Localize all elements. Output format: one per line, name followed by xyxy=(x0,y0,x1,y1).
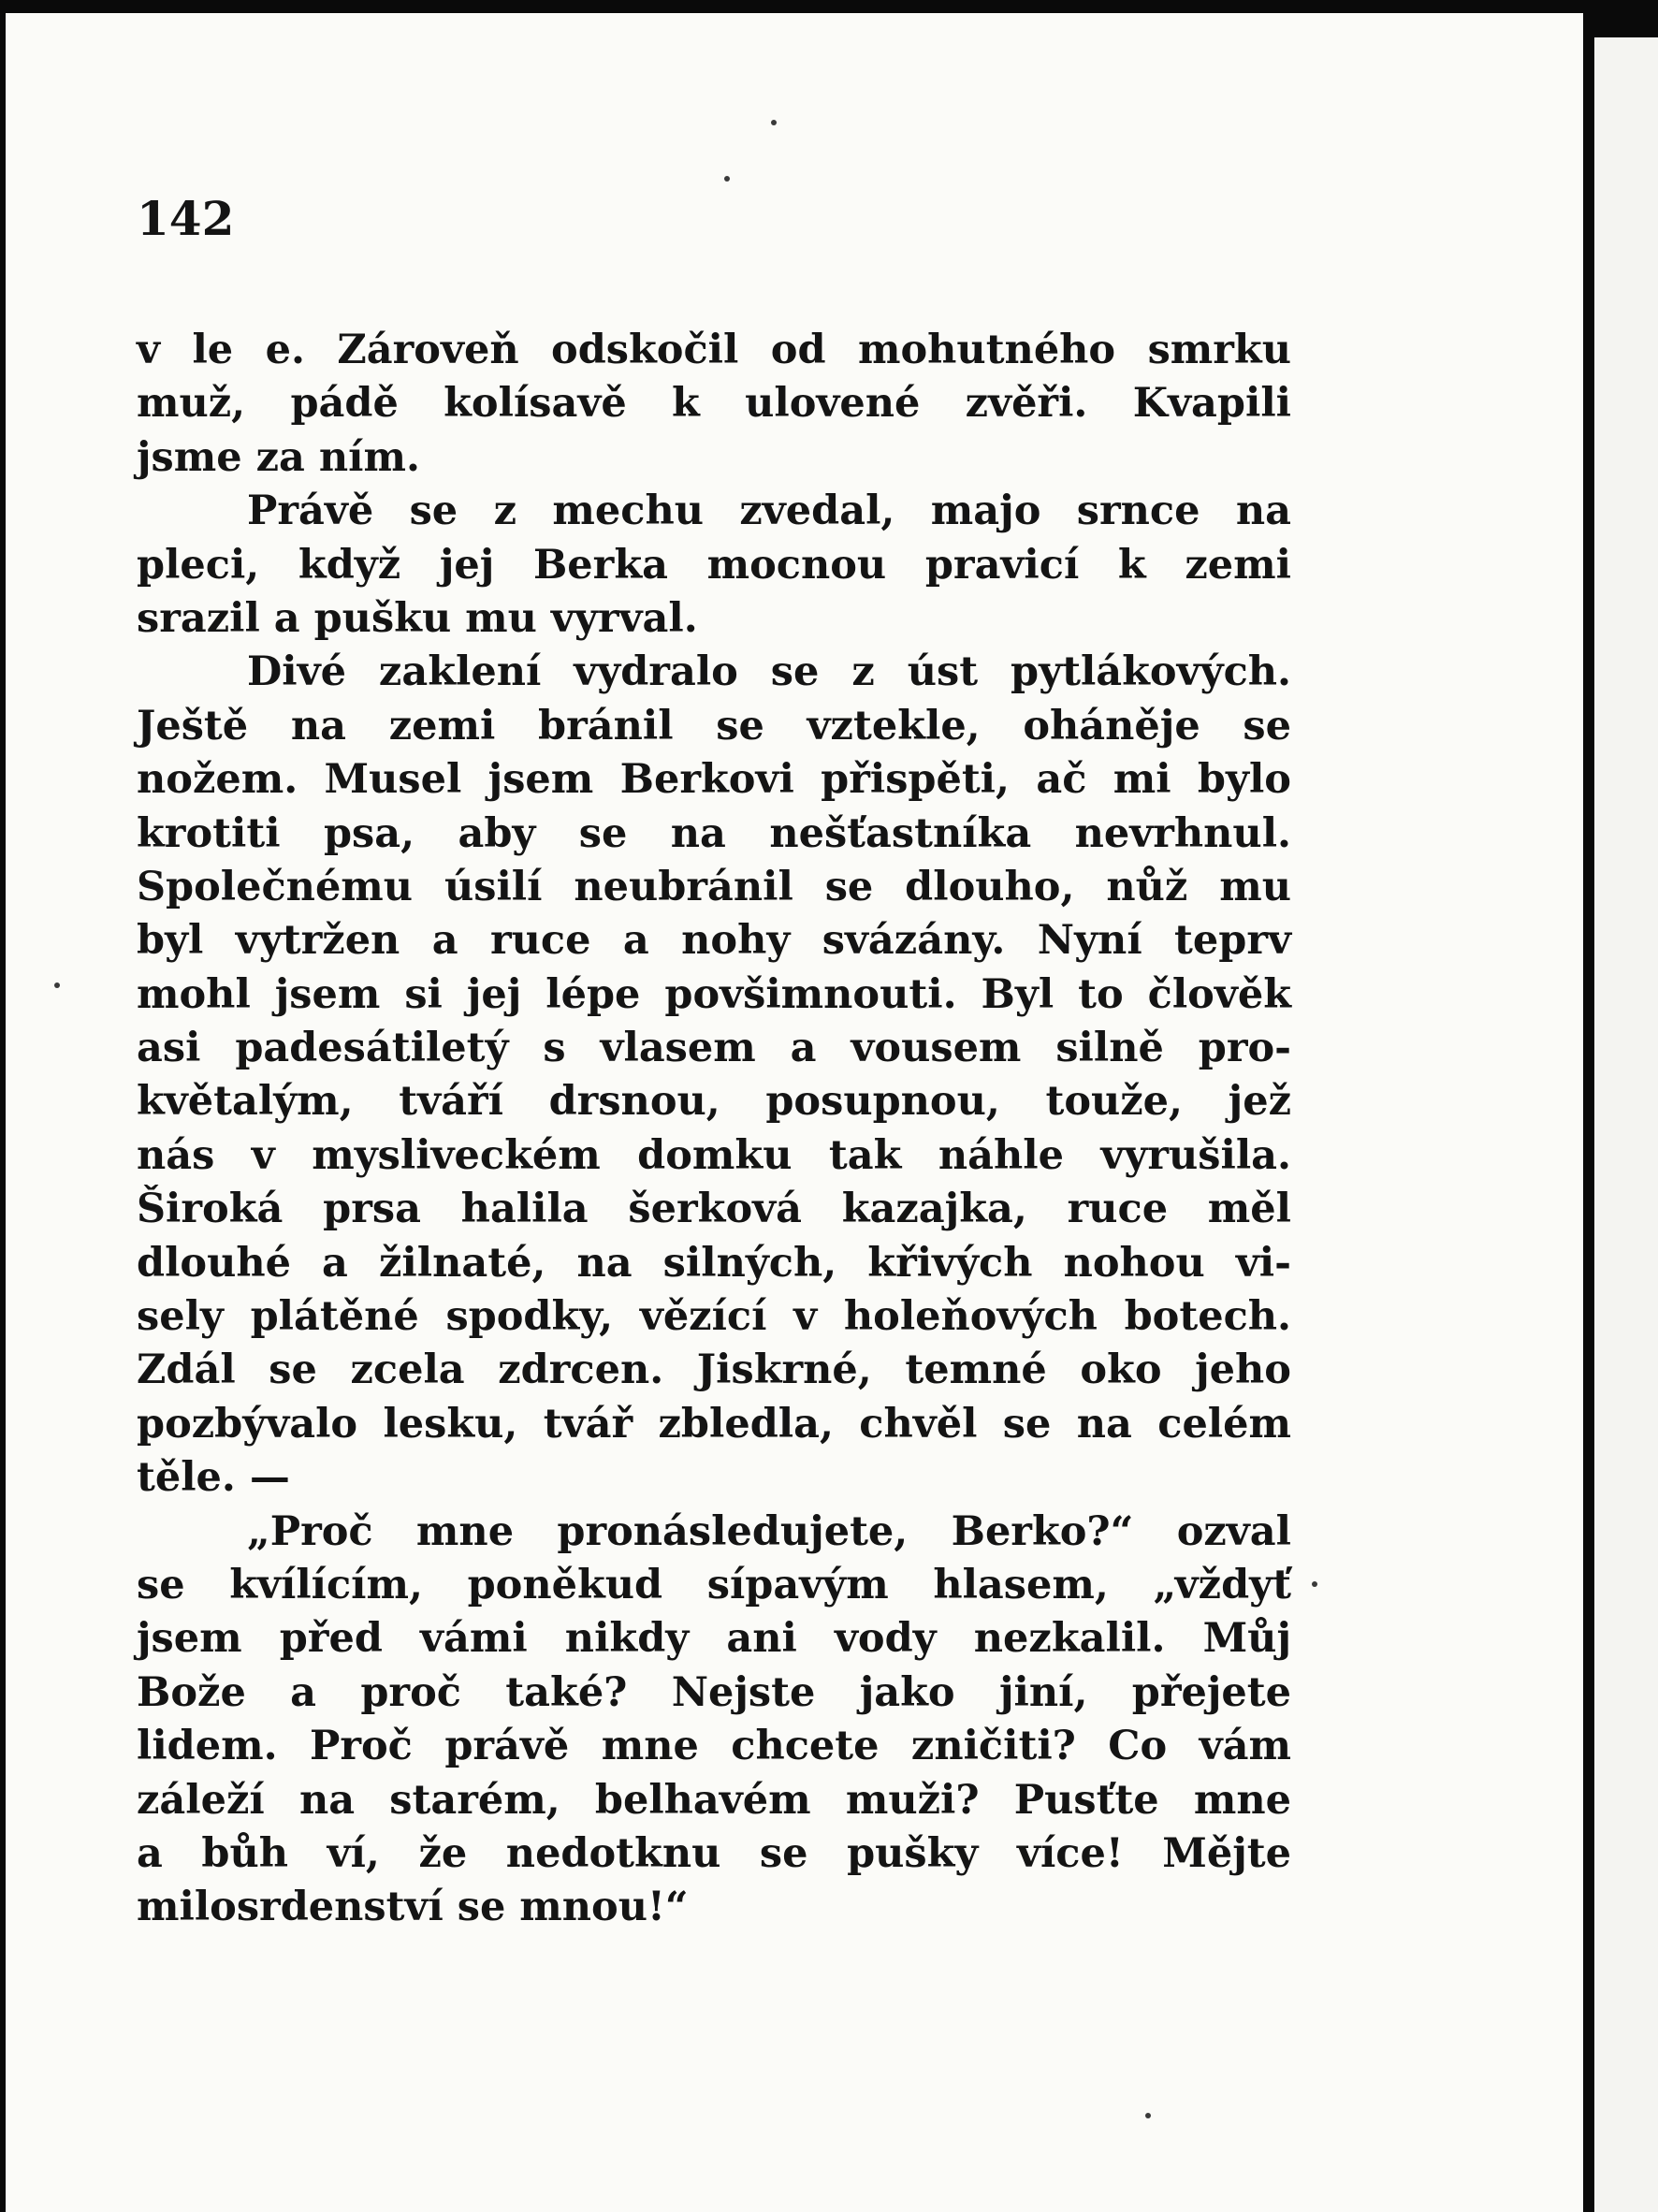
scan-speck xyxy=(1312,1581,1317,1587)
scan-speck xyxy=(54,982,60,988)
scan-speck xyxy=(1145,2113,1151,2118)
facing-page-edge xyxy=(1594,37,1658,2212)
body-text xyxy=(137,324,1291,1935)
text-line: nožem. Musel jsem Berkovi přispěti, ač mi bylo xyxy=(137,756,1291,804)
text-line: v le e. Zároveň odskočil od mohutného smrku xyxy=(137,327,1291,373)
paragraph-1 xyxy=(137,324,1291,485)
text-line: krotiti psa, aby se na nešťastníka nevrhnul. xyxy=(137,809,1291,857)
text-line: dlouhé a žilnaté, na silných, křivých nohou vi- xyxy=(137,1239,1291,1287)
text-line: a bůh ví, že nedotknu se pušky více! Mějte xyxy=(137,1829,1291,1877)
text-line: jsem před vámi nikdy ani vody nezkalil. Můj xyxy=(137,1615,1291,1663)
text-line: těle. — xyxy=(137,1454,290,1502)
paragraph-4 xyxy=(137,1506,1291,1935)
text-line: pleci, když jej Berka mocnou pravicí k zemi xyxy=(137,541,1291,589)
scan-speck xyxy=(724,176,730,182)
text-line: Bože a proč také? Nejste jako jiní, přejete xyxy=(137,1668,1291,1716)
text-line: záleží na starém, belhavém muži? Pusťte mne xyxy=(137,1776,1291,1824)
text-line: mohl jsem si jej lépe povšimnouti. Byl to člověk xyxy=(137,970,1291,1018)
text-line: Ještě na zemi bránil se vztekle, oháněje se xyxy=(137,702,1291,749)
text-line: Široká prsa halila šerková kazajka, ruce měl xyxy=(137,1186,1291,1233)
scan-speck xyxy=(771,120,777,125)
text-line: jsme za ním. xyxy=(137,433,420,481)
book-page xyxy=(6,13,1583,2212)
text-line: Zdál se zcela zdrcen. Jiskrné, temné oko jeho xyxy=(137,1346,1291,1394)
text-line: „Proč mne pronásledujete, Berko?“ ozval xyxy=(247,1507,1291,1555)
text-line: se kvílícím, poněkud sípavým hlasem, „vždyť xyxy=(137,1561,1291,1608)
page-number: 142 xyxy=(137,191,235,246)
text-line: Divé zaklení vydralo se z úst pytlákových. xyxy=(247,648,1291,696)
text-line: asi padesátiletý s vlasem a vousem silně pro- xyxy=(137,1025,1291,1072)
text-line: milosrdenství se mnou!“ xyxy=(137,1884,689,1931)
paragraph-2 xyxy=(137,485,1291,646)
text-line: muž, pádě kolísavě k ulovené zvěři. Kvapili xyxy=(137,380,1291,428)
text-line: byl vytržen a ruce a nohy svázány. Nyní teprv xyxy=(137,917,1291,965)
text-line: Společnému úsilí neubránil se dlouho, nůž mu xyxy=(137,863,1291,910)
text-line: květalým, tváří drsnou, posupnou, touže, jež xyxy=(137,1078,1291,1126)
text-line: Právě se z mechu zvedal, majo srnce na xyxy=(247,488,1291,535)
text-line: srazil a pušku mu vyrval. xyxy=(137,594,698,642)
text-line: sely plátěné spodky, vězící v holeňových botech. xyxy=(137,1293,1291,1341)
paragraph-3 xyxy=(137,646,1291,1505)
text-line: pozbývalo lesku, tvář zbledla, chvěl se na celém xyxy=(137,1400,1291,1448)
text-line: nás v mysliveckém domku tak náhle vyrušila. xyxy=(137,1131,1291,1179)
text-line: lidem. Proč právě mne chcete zničiti? Co vám xyxy=(137,1723,1291,1770)
